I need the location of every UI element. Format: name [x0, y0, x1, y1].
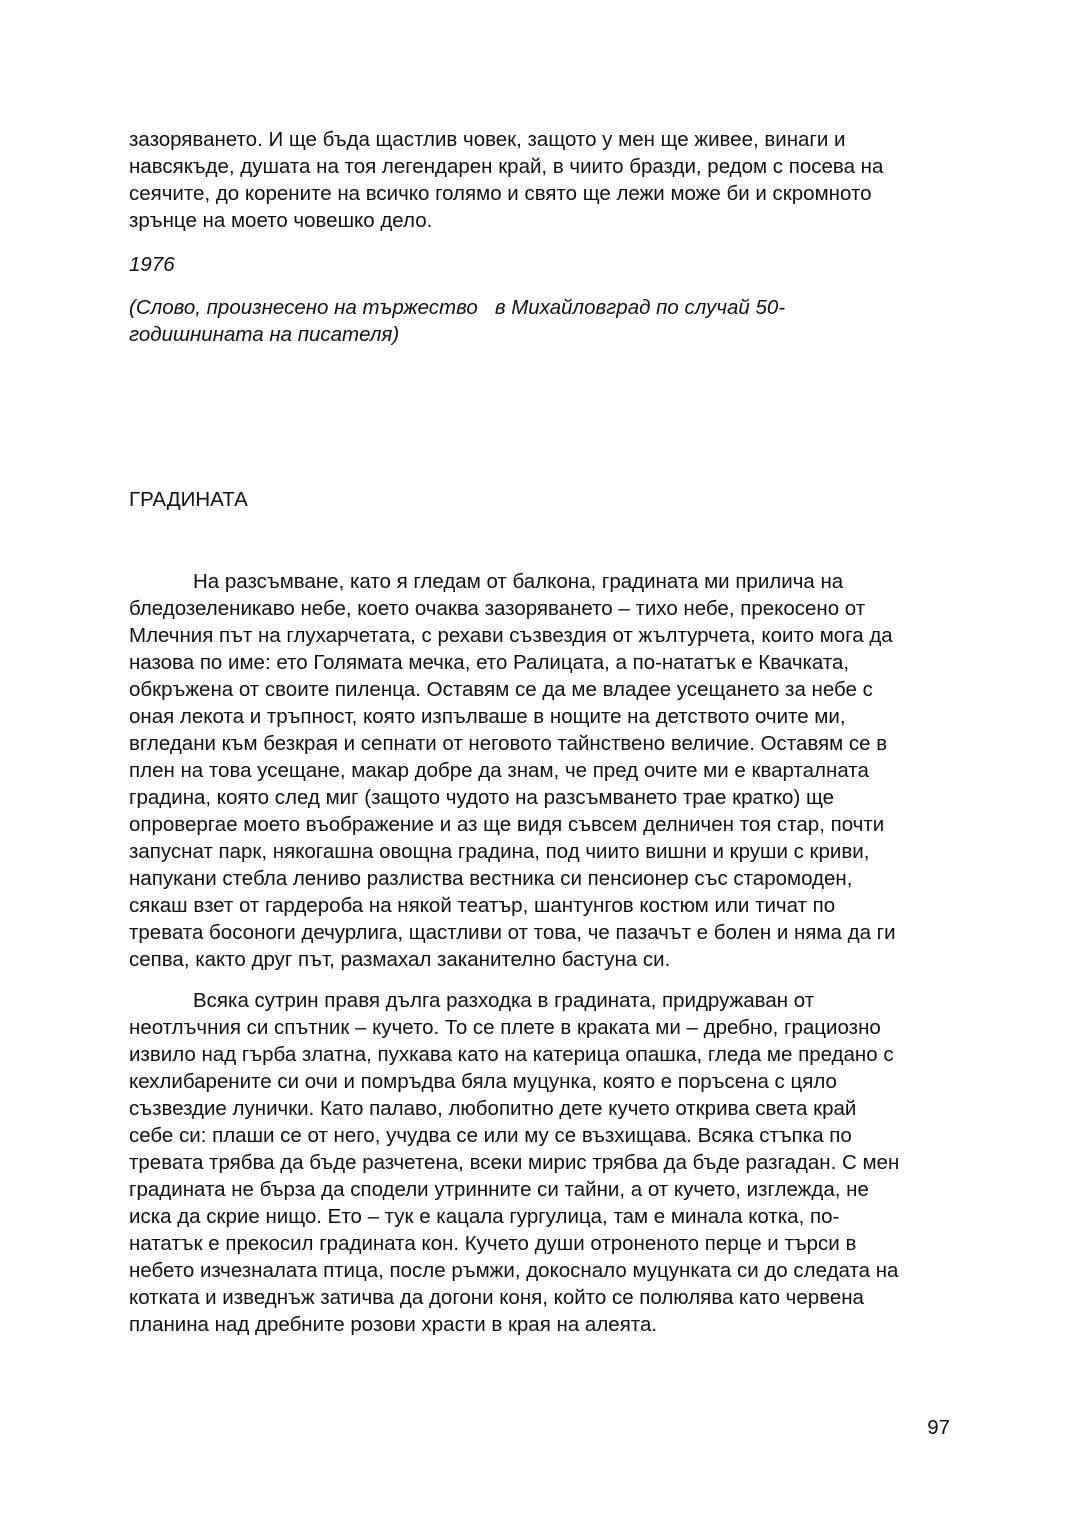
text-line: Млечния път на глухарчетата, с рехави съзвездия от жълтурчета, които мога да — [129, 624, 893, 647]
text-line: планина над дребните розови храсти в края на алеята. — [129, 1313, 658, 1336]
text-line: градина, която след миг (защото чудото на разсъмването трае кратко) ще — [129, 786, 835, 809]
text-line: сякаш взет от гардероба на някой театър, шантунгов костюм или тичат по — [129, 894, 836, 917]
note-line: (Слово, произнесено на тържество в Михайловград по случай 50- — [129, 296, 786, 319]
text-line: небето изчезналата птица, после ръмжи, докоснало муцунката си до следата на — [129, 1259, 899, 1282]
text-line: обкръжена от своите пиленца. Оставям се да ме владее усещането за небе с — [129, 678, 873, 701]
text-line: иска да скрие нищо. Ето – тук е кацала гургулица, там е минала котка, по- — [129, 1205, 840, 1228]
text-line: тревата трябва да бъде разчетена, всеки мирис трябва да бъде разгадан. С мен — [129, 1151, 900, 1174]
text-line: вгледани към безкрая и сепнати от неговото тайнствено величие. Оставям се в — [129, 732, 888, 755]
text-line: запуснат парк, някогашна овощна градина, под чиито вишни и круши с криви, — [129, 840, 870, 863]
text-line: котката и изведнъж затичва да догони коня, който се полюлява като червена — [129, 1286, 864, 1309]
text-line: плен на това усещане, макар добре да знам, че пред очите ми е кварталната — [129, 759, 869, 782]
text-line: себе си: плаши се от него, учудва се или му се възхищава. Всяка стъпка по — [129, 1124, 852, 1147]
text-line: зрънце на моето човешко дело. — [129, 209, 433, 232]
text-line: нататък е прекосил градината кон. Кучето души отроненото перце и търси в — [129, 1232, 857, 1255]
text-line: съзвездие лунички. Като палаво, любопитно дете кучето открива света край — [129, 1097, 857, 1120]
text-line: кехлибарените си очи и помръдва бяла муцунка, която е поръсена с цяло — [129, 1070, 837, 1093]
text-line: сепва, както друг път, размахал заканително бастуна си. — [129, 948, 671, 971]
text-line: градината не бърза да сподели утринните си тайни, а от кучето, изглежда, не — [129, 1178, 869, 1201]
chapter-title: ГРАДИНАТА — [129, 488, 248, 511]
text-line: напукани стебла лениво разлиства вестника си пенсионер със старомоден, — [129, 867, 853, 890]
note-line: годишнината на писателя) — [129, 323, 400, 346]
text-line: назова по име: ето Голямата мечка, ето Ралицата, а по-нататък е Квачката, — [129, 651, 850, 674]
text-line: тревата босоноги дечурлига, щастливи от това, че пазачът е болен и няма да ги — [129, 921, 896, 944]
text-line: неотлъчния си спътник – кучето. То се плете в краката ми – дребно, грациозно — [129, 1016, 881, 1039]
text-line: оная лекота и тръпност, която изпълваше в нощите на детството очите ми, — [129, 705, 846, 728]
text-line: сеячите, до корените на всичко голямо и свято ще лежи може би и скромното — [129, 182, 872, 205]
text-line: извило над гърба златна, пухкава като на катерица опашка, гледа ме предано с — [129, 1043, 894, 1066]
text-line: навсякъде, душата на тоя легендарен край, в чиито бразди, редом с посева на — [129, 155, 884, 178]
text-line: опровергае моето въображение и аз ще видя съвсем делничен тоя стар, почти — [129, 813, 885, 836]
text-line: бледозеленикаво небе, което очаква зазоряването – тихо небе, прекосено от — [129, 597, 866, 620]
text-line: зазоряването. И ще бъда щастлив човек, защото у мен ще живее, винаги и — [129, 128, 846, 151]
text-line: На разсъмване, като я гледам от балкона, градината ми прилича на — [193, 570, 844, 593]
date-line: 1976 — [129, 253, 175, 276]
text-line: Всяка сутрин правя дълга разходка в градината, придружаван от — [193, 989, 815, 1012]
page-number: 97 — [927, 1416, 950, 1439]
